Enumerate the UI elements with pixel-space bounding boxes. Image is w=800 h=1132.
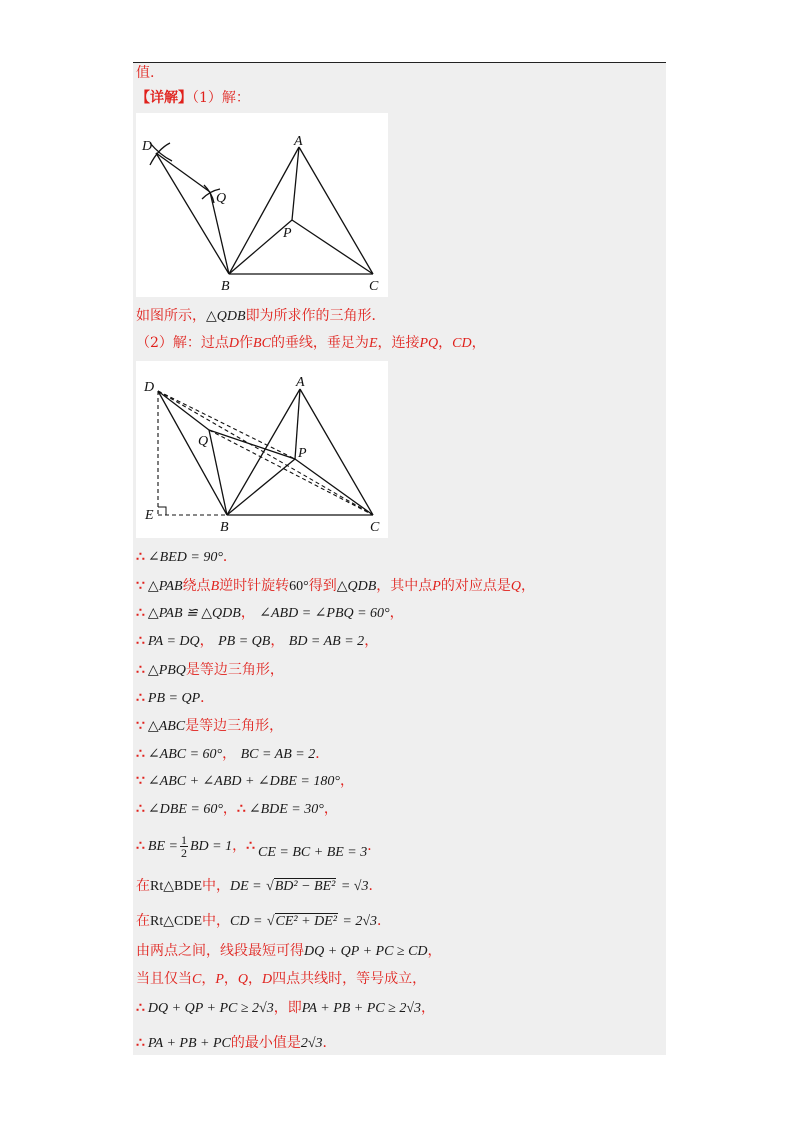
fig2-label-a: A (296, 375, 305, 390)
step-angle-abc: ∴ ∠ABC = 60°， BC = AB = 2． (136, 746, 330, 762)
fig1-label-d: D (142, 139, 153, 154)
fig2-label-d: D (144, 380, 155, 395)
part2-intro: （2）解：过点D作BC的垂线，垂足为E，连接PQ，CD， (136, 335, 486, 351)
fig1-label-b: B (221, 279, 230, 294)
step-equal-segments: ∴ PA = DQ， PB = QB， BD = AB = 2， (136, 633, 379, 649)
step-inequality: ∴ DQ + QP + PC ≥ 2√3，即PA + PB + PC ≥ 2√3， (136, 1000, 436, 1016)
step-pbq-equilateral: ∴ △PBQ是等边三角形， (136, 662, 284, 678)
fig1-label-a: A (294, 134, 303, 149)
step-rotation: ∵ △PAB绕点B逆时针旋转60°得到△QDB，其中点P的对应点是Q， (136, 578, 535, 594)
detail-heading: 【详解】（1）解： (136, 90, 250, 106)
fig2-label-e: E (145, 508, 154, 523)
step-angle-bed: ∴ ∠BED = 90°． (136, 549, 237, 565)
fig1-label-c: C (369, 279, 379, 294)
step-de-length: 在Rt△BDE中，DE = √BD² − BE² = √3． (136, 878, 383, 894)
step-angle-sum: ∵ ∠ABC + ∠ABD + ∠DBE = 180°， (136, 773, 354, 789)
figure-construction (136, 113, 388, 297)
fig2-label-p: P (298, 446, 307, 461)
step-abc-equilateral: ∵ △ABC是等边三角形， (136, 718, 284, 734)
fig2-label-b: B (220, 520, 229, 535)
fig2-label-q: Q (198, 434, 209, 449)
step-be-ce: ∴ BE = $\frac{1}{2}$ BD = 1，∴ CE = BC + BE = 3． (136, 832, 382, 860)
step-shortest-segment: 由两点之间，线段最短可得DQ + QP + PC ≥ CD， (136, 943, 442, 959)
fig1-label-q: Q (216, 191, 227, 206)
step-cd-length: 在Rt△CDE中，CD = √CE² + DE² = 2√3． (136, 913, 392, 929)
continuation-text: 值. (136, 65, 155, 81)
caption-figure1: 如图所示，△QDB即为所求作的三角形． (136, 308, 386, 324)
fig2-label-c: C (370, 520, 380, 535)
step-minimum-value: ∴ PA + PB + PC的最小值是2√3． (136, 1035, 337, 1051)
step-collinear-condition: 当且仅当C，P，Q，D四点共线时，等号成立， (136, 971, 427, 987)
fig1-label-p: P (283, 226, 292, 241)
step-pb-qp: ∴ PB = QP． (136, 690, 215, 706)
figure-shortest-path (136, 361, 388, 538)
step-angle-dbe: ∴ ∠DBE = 60°，∴ ∠BDE = 30°， (136, 801, 338, 817)
step-congruent: ∴ △PAB ≌ △QDB， ∠ABD = ∠PBQ = 60°， (136, 605, 404, 621)
